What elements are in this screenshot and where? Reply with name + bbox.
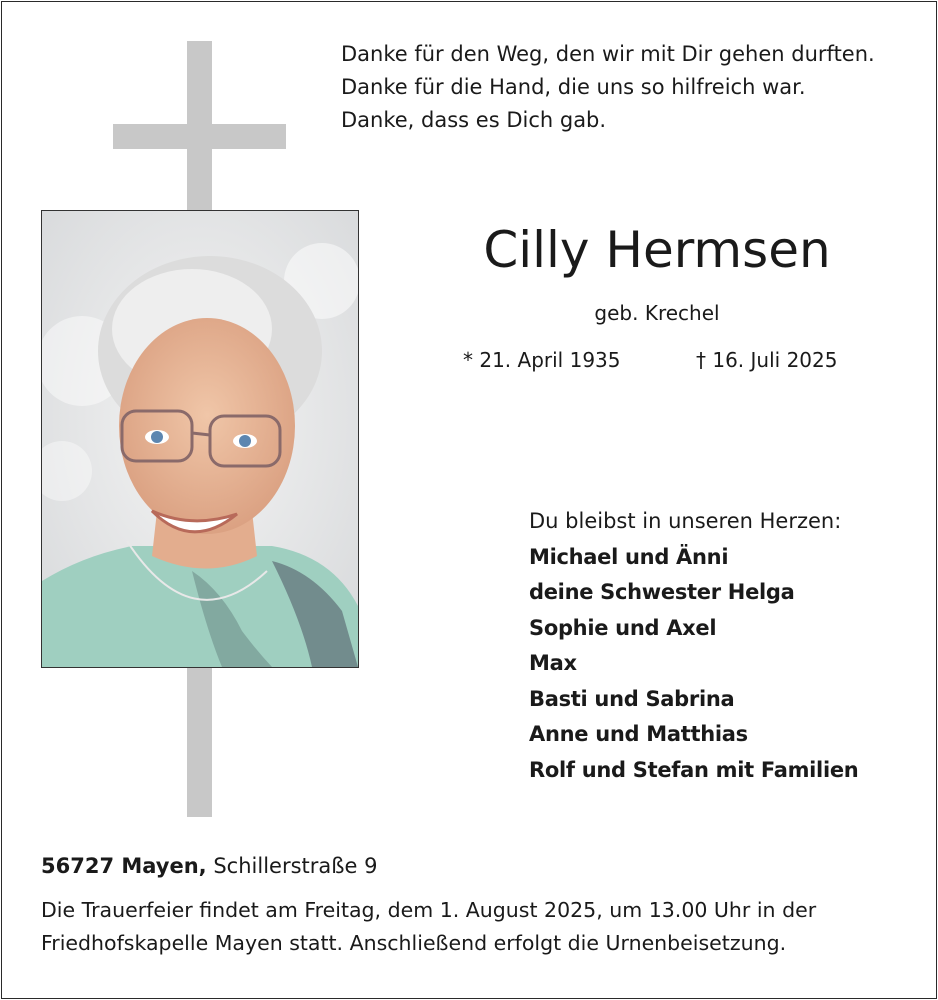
memorial-verse xyxy=(341,38,875,137)
deceased-name: Cilly Hermsen xyxy=(483,221,831,279)
family-address xyxy=(41,850,377,882)
verse-line: Danke, dass es Dich gab. xyxy=(341,108,607,132)
mourner-name: Rolf und Stefan mit Familien xyxy=(529,757,859,782)
mourner-name: Basti und Sabrina xyxy=(529,686,735,711)
birth-date: * 21. April 1935 xyxy=(463,348,621,372)
death-date: † 16. Juli 2025 xyxy=(696,348,838,372)
verse-line: Danke für den Weg, den wir mit Dir gehen durften. xyxy=(341,42,875,66)
life-dates xyxy=(463,344,838,376)
mourner-name: Max xyxy=(529,651,577,675)
address-street: Schillerstraße 9 xyxy=(213,854,378,878)
mourner-name: deine Schwester Helga xyxy=(529,580,795,604)
obituary-notice xyxy=(1,1,937,999)
funeral-service-info xyxy=(41,894,921,960)
portrait-photo xyxy=(41,210,359,668)
address-city: 56727 Mayen, xyxy=(41,854,207,878)
mourners-intro: Du bleibst in unseren Herzen: xyxy=(529,509,842,533)
cross-horizontal-bar xyxy=(113,124,286,149)
birth-name: geb. Krechel xyxy=(594,301,720,325)
mourner-name: Anne und Matthias xyxy=(529,722,748,746)
mourners-list xyxy=(529,504,858,788)
service-line: Die Trauerfeier findet am Freitag, dem 1. August 2025, um 13.00 Uhr in der xyxy=(41,898,817,922)
verse-line: Danke für die Hand, die uns so hilfreich war. xyxy=(341,75,806,99)
mourner-name: Sophie und Axel xyxy=(529,615,717,640)
service-line: Friedhofskapelle Mayen statt. Anschließend erfolgt die Urnenbeisetzung. xyxy=(41,931,787,955)
mourner-name: Michael und Änni xyxy=(529,544,729,569)
